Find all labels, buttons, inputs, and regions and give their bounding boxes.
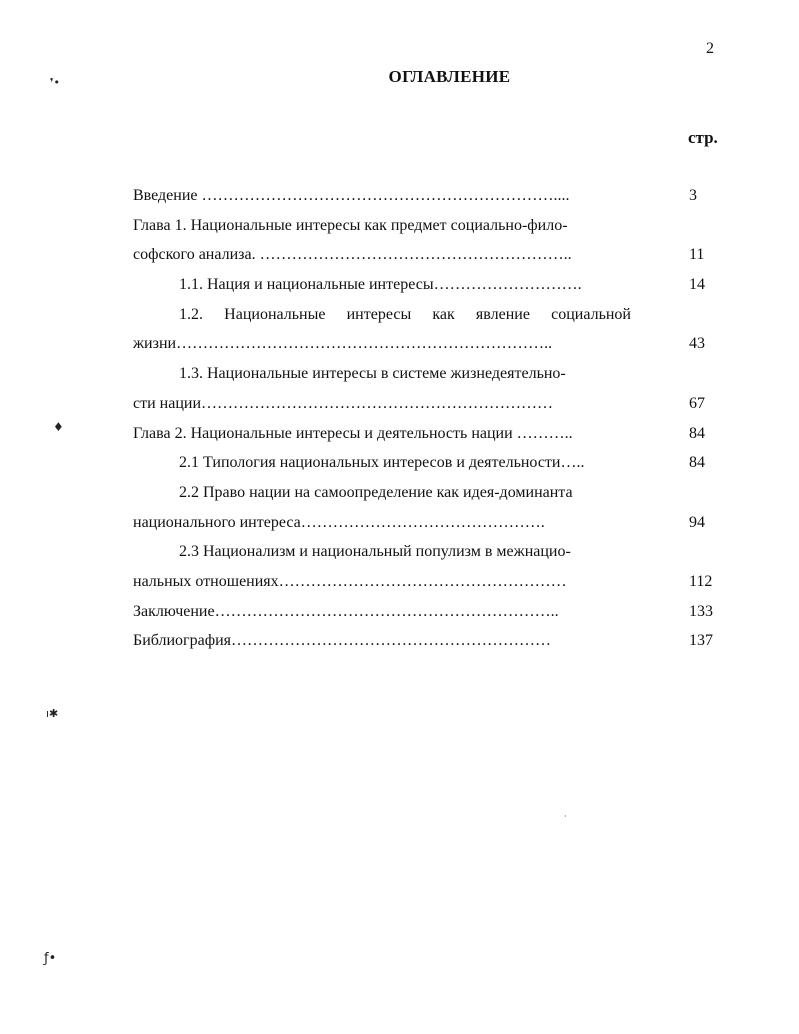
toc-row xyxy=(133,185,733,215)
toc-entry-text: 1.3. Национальные интересы в системе жизнедеятельно- xyxy=(179,365,566,383)
page-column-label: стр. xyxy=(688,128,718,147)
toc-row xyxy=(133,215,733,245)
toc-entry-text: Библиография…………………………………………………… xyxy=(133,632,551,650)
toc-row xyxy=(133,630,733,660)
toc-entry-text: жизни…………………………………………………………….. xyxy=(133,335,553,353)
toc-entry-page: 11 xyxy=(689,246,705,264)
toc-row xyxy=(133,541,733,571)
toc-row xyxy=(133,452,733,482)
toc-entry-text: 1.2. Национальные интересы как явление социальной xyxy=(179,305,631,323)
scan-speck: ı✱ xyxy=(46,707,59,720)
scan-speck: ƒ• xyxy=(44,951,57,966)
toc-entry-page: 3 xyxy=(689,187,697,204)
toc-entry-page: 94 xyxy=(689,513,705,531)
toc-row xyxy=(133,304,733,334)
toc-entry-text: 2.1 Типология национальных интересов и деятельности….. xyxy=(179,454,585,472)
scan-speck: ❜• xyxy=(50,76,61,89)
toc-row xyxy=(133,423,733,453)
toc-entry-text: сти нации………………………………………………………… xyxy=(133,394,554,412)
toc-entry-page: 67 xyxy=(689,394,705,412)
toc-entry-text: национального интереса………………………………………. xyxy=(133,513,545,531)
toc-row xyxy=(133,601,733,631)
toc-entry-text: 2.2 Право нации на самоопределение как идея-доминанта xyxy=(179,483,573,501)
toc-row xyxy=(133,482,733,512)
toc-row xyxy=(133,571,733,601)
toc-entry-page: 137 xyxy=(689,632,713,650)
toc-entry-page: 43 xyxy=(689,335,705,353)
toc-entry-page: 14 xyxy=(689,276,705,294)
toc-entry-text: 1.1. Нация и национальные интересы………………………. xyxy=(179,276,582,294)
toc-entry-text: Введение ………………………………………………………….... xyxy=(133,187,570,204)
table-of-contents xyxy=(133,185,733,660)
toc-entry-page: 112 xyxy=(689,572,713,590)
toc-entry-text: нальных отношениях……………………………………………… xyxy=(133,572,567,590)
toc-entry-text: Заключение……………………………………………………….. xyxy=(133,602,559,620)
toc-entry-page: 84 xyxy=(689,454,705,472)
toc-entry-text: 2.3 Национализм и национальный популизм в межнацио- xyxy=(179,543,571,561)
toc-row xyxy=(133,393,733,423)
scan-speck: ♦ xyxy=(53,420,64,434)
toc-row xyxy=(133,274,733,304)
page-title: ОГЛАВЛЕНИЕ xyxy=(388,67,511,86)
toc-entry-page: 133 xyxy=(689,602,713,620)
toc-entry-text: Глава 2. Национальные интересы и деятельность нации ……….. xyxy=(133,424,573,442)
toc-entry-text: Глава 1. Национальные интересы как предмет социально-фило- xyxy=(133,216,568,234)
toc-row xyxy=(133,363,733,393)
toc-row xyxy=(133,244,733,274)
toc-row xyxy=(133,333,733,363)
page-number: 2 xyxy=(706,40,714,57)
toc-entry-page: 84 xyxy=(689,424,705,442)
toc-row xyxy=(133,512,733,542)
toc-entry-text: софского анализа. ………………………………………………….. xyxy=(133,246,572,264)
scan-speck: · xyxy=(564,812,567,821)
